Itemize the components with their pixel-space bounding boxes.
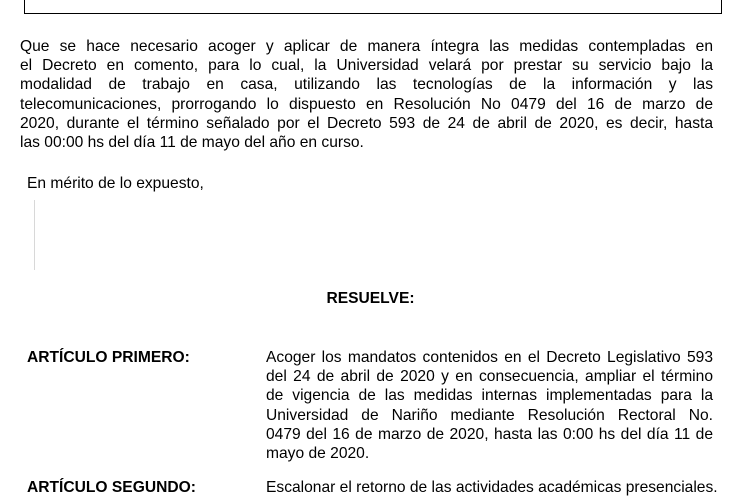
article-line: mayo de 2020. (266, 445, 370, 463)
article-line: Universidad de Nariño mediante Resolución Rectoral No. (266, 406, 713, 424)
paragraph-line: modalidad de trabajo en casa, utilizando las tecnologías de la información y las (20, 76, 713, 94)
paragraph-line: las 00:00 hs del día 11 de mayo del año en curso. (20, 134, 364, 152)
article-line: de vigencia de las medidas internas implementadas para la (266, 387, 713, 405)
paragraph-line: 2020, durante el término señalado por el Decreto 593 de 24 de abril de 2020, es decir, hasta (20, 114, 713, 132)
article-line: Acoger los mandatos contenidos en el Decreto Legislativo 593 (266, 349, 713, 366)
merit-statement: En mérito de lo expuesto, (27, 175, 204, 192)
margin-rule (34, 200, 35, 270)
paragraph-line: telecomunicaciones, prorrogando lo dispuesto en Resolución No 0479 del 16 de marzo de (20, 95, 713, 113)
paragraph-line: el Decreto en comento, para lo cual, la Universidad velará por prestar su servicio bajo la (20, 57, 713, 75)
article-second-cutoff (27, 478, 718, 496)
body-paragraph (20, 37, 713, 152)
article-line: del 24 de abril de 2020 y en consecuencia, ampliar el término (266, 368, 713, 386)
article-first-label: ARTÍCULO PRIMERO: (27, 349, 190, 366)
article-second-text: Escalonar el retorno de las actividades académicas presenciales. (266, 479, 718, 496)
page-top-frame (24, 0, 722, 14)
paragraph-line: Que se hace necesario acoger y aplicar de manera íntegra las medidas contempladas en (20, 38, 713, 55)
article-second-label: ARTÍCULO SEGUNDO: (27, 479, 196, 496)
resolve-heading: RESUELVE: (326, 290, 415, 307)
article-first-body (266, 348, 713, 463)
article-line: 0479 del 16 de marzo de 2020, hasta las 0:00 hs del día 11 de (266, 425, 713, 443)
